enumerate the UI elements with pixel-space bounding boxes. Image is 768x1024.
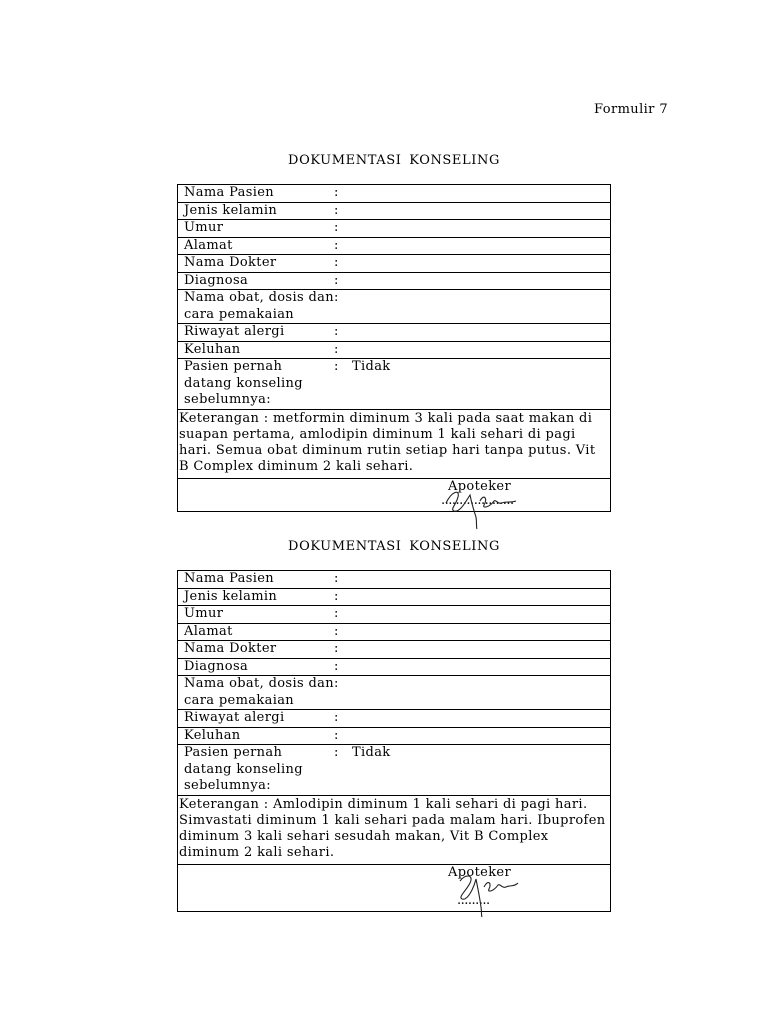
field-label: Nama obat, dosis dan cara pemakaian	[178, 676, 335, 710]
table-row	[178, 185, 611, 203]
field-value[interactable]	[346, 290, 611, 324]
field-value[interactable]	[346, 676, 611, 710]
field-colon: :	[334, 588, 346, 606]
table-row	[178, 745, 611, 796]
field-colon: :	[334, 324, 346, 342]
field-label: Jenis kelamin	[178, 588, 335, 606]
table-row	[178, 220, 611, 238]
field-colon: :	[334, 710, 346, 728]
table-row	[178, 676, 611, 710]
field-colon: :	[334, 237, 346, 255]
field-label: Umur	[178, 220, 335, 238]
field-colon: :	[334, 641, 346, 659]
field-colon: :	[334, 658, 346, 676]
signature-row	[178, 478, 611, 511]
keterangan-row	[178, 409, 611, 478]
apoteker-label: Apoteker	[448, 864, 512, 880]
field-value[interactable]	[346, 727, 611, 745]
field-value[interactable]	[346, 658, 611, 676]
field-label: Umur	[178, 606, 335, 624]
table-row	[178, 237, 611, 255]
field-label: Alamat	[178, 623, 335, 641]
keterangan-text: Keterangan : Amlodipin diminum 1 kali sehari di pagi hari. Simvastati diminum 1 kali sehari pada malam hari. Ibuprofen diminum 3 kali sehari sesudah makan, Vit B Complex diminum 2 kali sehari.	[178, 795, 611, 864]
signature-icon	[448, 869, 528, 919]
signature-cell	[178, 478, 611, 511]
table-row	[178, 202, 611, 220]
table-row	[178, 727, 611, 745]
field-colon: :	[334, 359, 346, 410]
table-row	[178, 623, 611, 641]
field-value[interactable]	[346, 571, 611, 589]
form-number: Formulir 7	[594, 102, 668, 117]
field-colon: :	[334, 571, 346, 589]
field-label: Nama Pasien	[178, 185, 335, 203]
signature-dots: .........	[457, 892, 490, 908]
signature-row	[178, 864, 611, 911]
field-value[interactable]: Tidak	[346, 745, 611, 796]
field-label: Jenis kelamin	[178, 202, 335, 220]
apoteker-label: Apoteker	[448, 478, 512, 494]
signature-icon	[436, 478, 526, 531]
field-value[interactable]	[346, 272, 611, 290]
field-label: Diagnosa	[178, 658, 335, 676]
field-label: Alamat	[178, 237, 335, 255]
table-row	[178, 641, 611, 659]
field-colon: :	[334, 290, 346, 324]
field-label: Keluhan	[178, 727, 335, 745]
field-colon: :	[334, 185, 346, 203]
field-label: Pasien pernah datang konseling sebelumnya:	[178, 359, 335, 410]
field-colon: :	[334, 745, 346, 796]
field-value[interactable]	[346, 588, 611, 606]
table-row	[178, 571, 611, 589]
field-value[interactable]	[346, 623, 611, 641]
field-label: Nama Dokter	[178, 641, 335, 659]
field-colon: :	[334, 606, 346, 624]
field-colon: :	[334, 272, 346, 290]
field-label: Riwayat alergi	[178, 324, 335, 342]
field-label: Pasien pernah datang konseling sebelumnya:	[178, 745, 335, 796]
form-2-title: DOKUMENTASI KONSELING	[288, 539, 500, 554]
field-value[interactable]	[346, 641, 611, 659]
field-colon: :	[334, 220, 346, 238]
signature-dots: ....................	[441, 492, 514, 508]
field-label: Nama Dokter	[178, 255, 335, 273]
field-colon: :	[334, 676, 346, 710]
keterangan-text: Keterangan : metformin diminum 3 kali pada saat makan di suapan pertama, amlodipin diminum 1 kali sehari di pagi hari. Semua obat diminum rutin setiap hari tanpa putus. Vit B Complex diminum 2 kali sehari.	[178, 409, 611, 478]
field-label: Nama Pasien	[178, 571, 335, 589]
table-row	[178, 324, 611, 342]
form-2-table	[177, 570, 611, 912]
signature-cell	[178, 864, 611, 911]
field-value[interactable]	[346, 202, 611, 220]
field-value[interactable]	[346, 710, 611, 728]
table-row	[178, 341, 611, 359]
field-value[interactable]	[346, 220, 611, 238]
field-label: Nama obat, dosis dan cara pemakaian	[178, 290, 335, 324]
field-label: Keluhan	[178, 341, 335, 359]
field-value[interactable]	[346, 324, 611, 342]
field-value[interactable]	[346, 255, 611, 273]
table-row	[178, 710, 611, 728]
keterangan-row	[178, 795, 611, 864]
table-row	[178, 255, 611, 273]
field-value[interactable]	[346, 237, 611, 255]
field-colon: :	[334, 255, 346, 273]
field-colon: :	[334, 341, 346, 359]
table-row	[178, 588, 611, 606]
field-value[interactable]	[346, 606, 611, 624]
field-label: Diagnosa	[178, 272, 335, 290]
form-1-table	[177, 184, 611, 512]
table-row	[178, 359, 611, 410]
field-colon: :	[334, 623, 346, 641]
field-value[interactable]	[346, 185, 611, 203]
field-label: Riwayat alergi	[178, 710, 335, 728]
field-colon: :	[334, 202, 346, 220]
field-value[interactable]: Tidak	[346, 359, 611, 410]
table-row	[178, 290, 611, 324]
table-row	[178, 272, 611, 290]
field-value[interactable]	[346, 341, 611, 359]
table-row	[178, 658, 611, 676]
form-1-title: DOKUMENTASI KONSELING	[288, 153, 500, 168]
field-colon: :	[334, 727, 346, 745]
table-row	[178, 606, 611, 624]
